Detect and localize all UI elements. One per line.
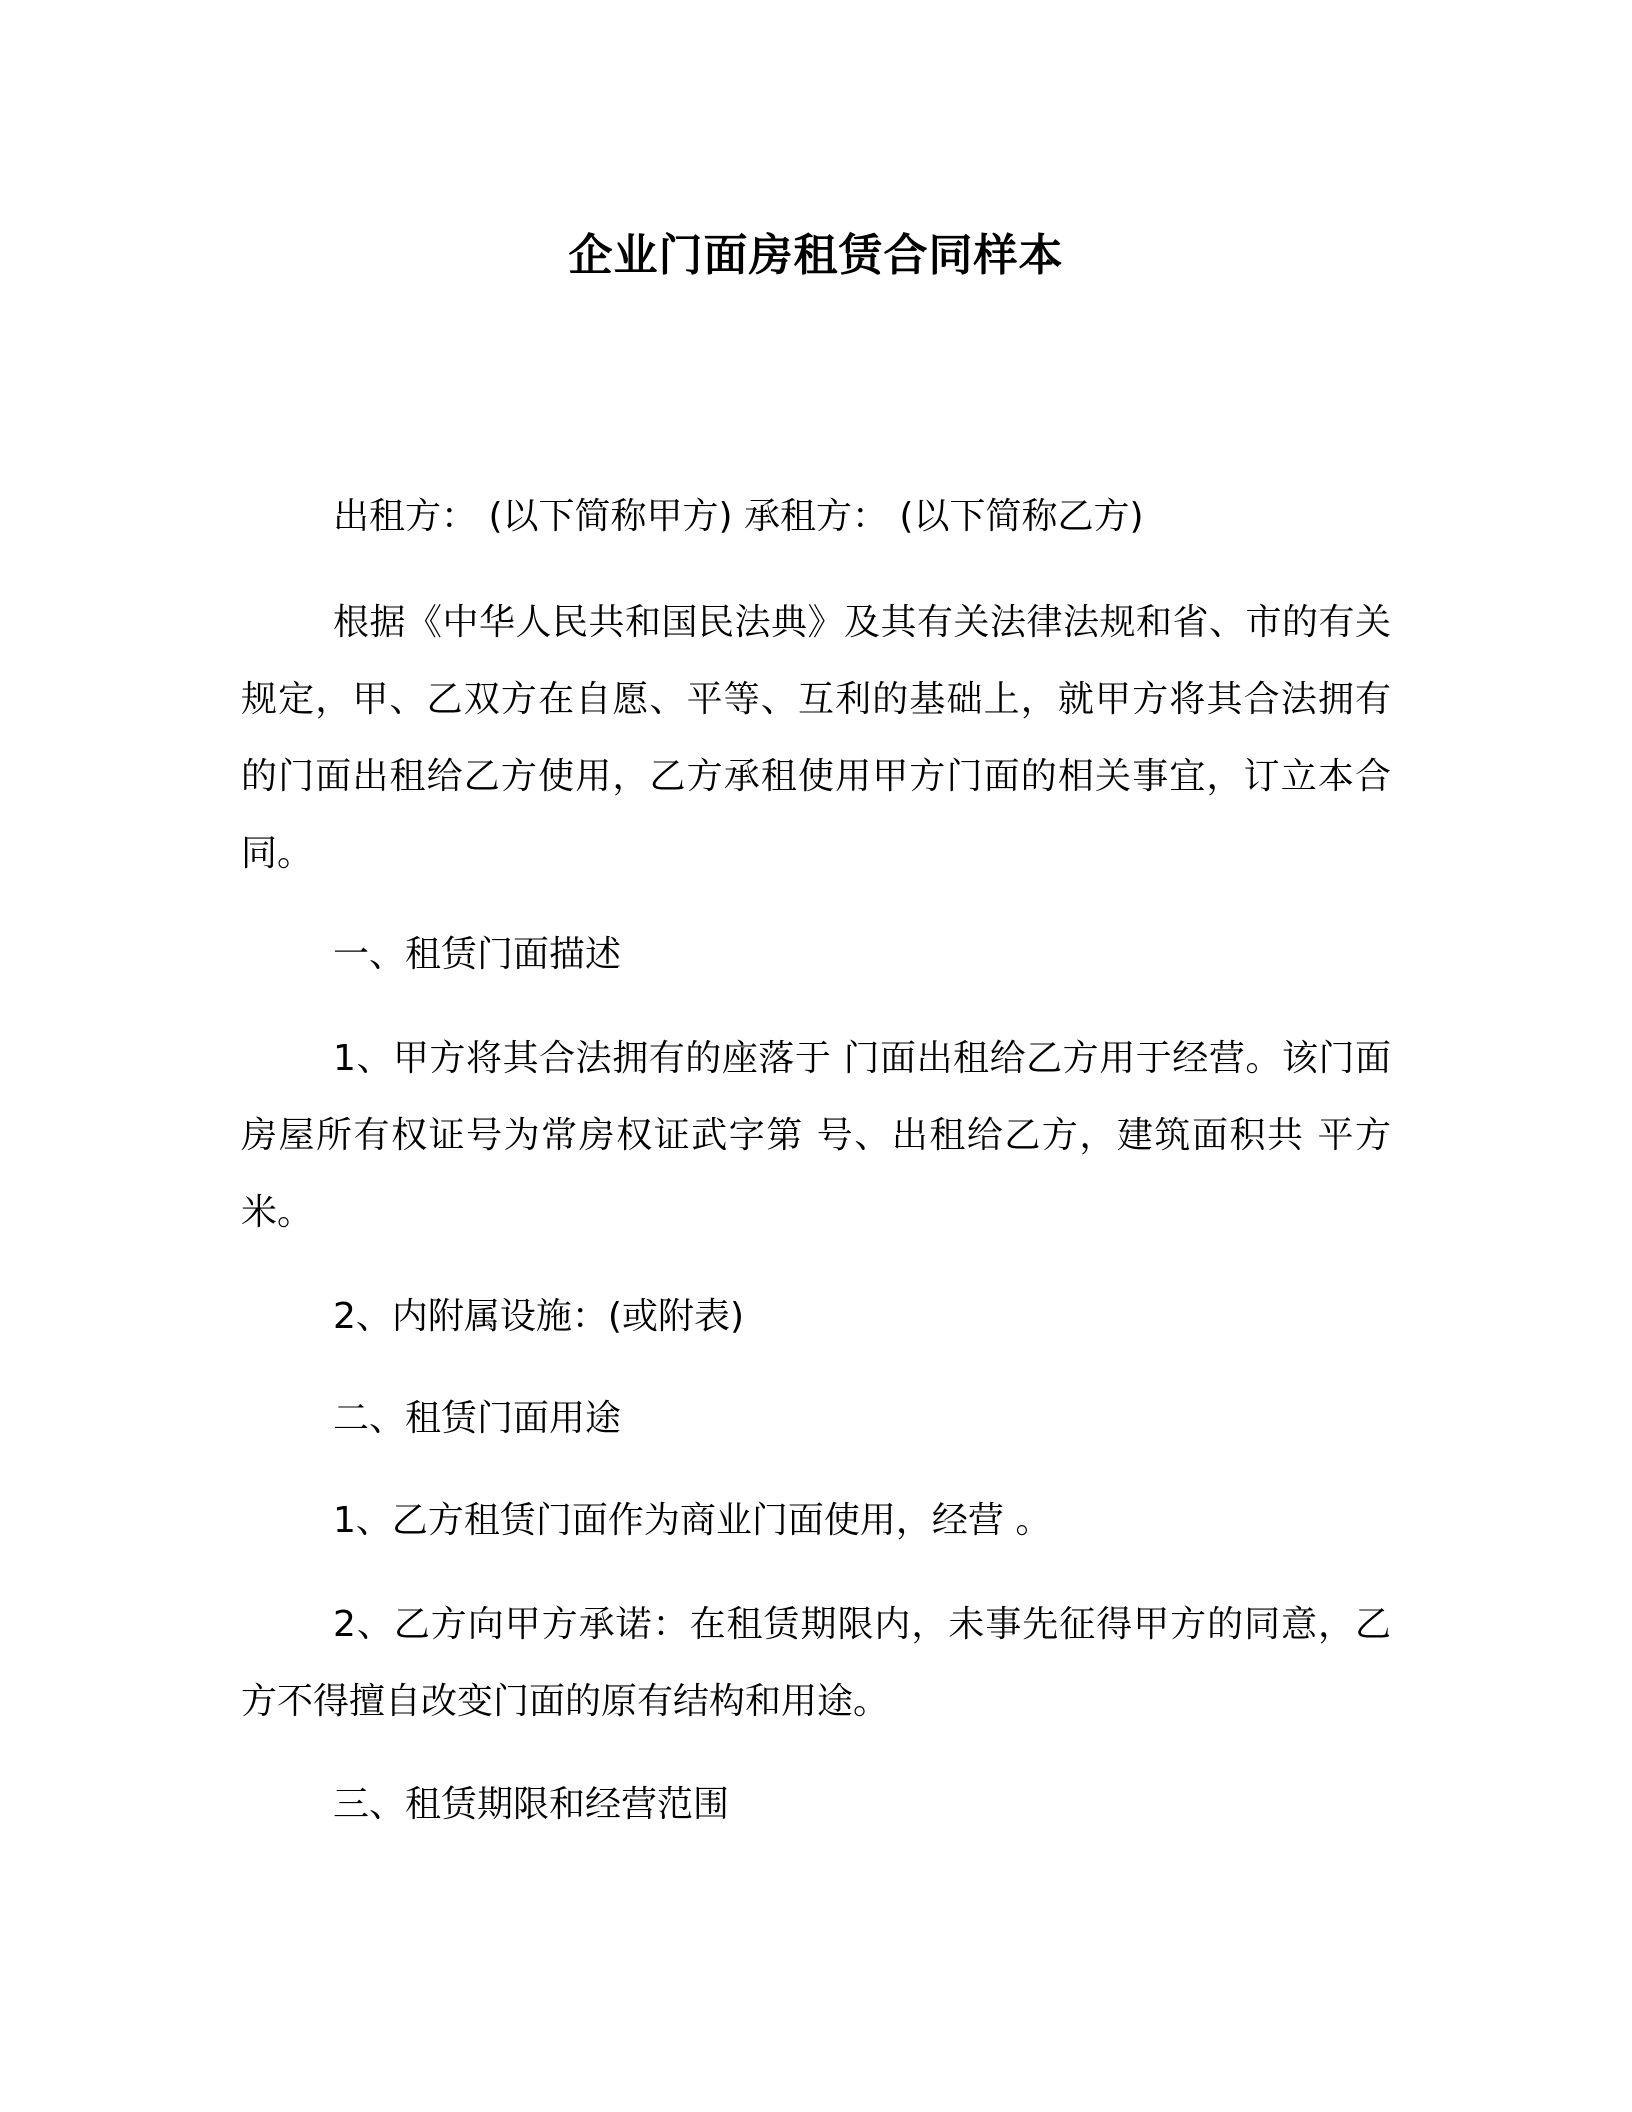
clause-1-1: 1、甲方将其合法拥有的座落于 门面出租给乙方用于经营。该门面房屋所有权证号为常房权证武字第 号、出租给乙方，建筑面积共 平方米。 xyxy=(241,1038,1391,1233)
section-heading-3: 三、租赁期限和经营范围 xyxy=(333,1784,730,1825)
clause-1-2: 2、内附属设施：(或附表) xyxy=(333,1296,744,1337)
clause-2-2: 2、乙方向甲方承诺：在租赁期限内，未事先征得甲方的同意，乙方不得擅自改变门面的原有结构和用途。 xyxy=(241,1604,1391,1722)
parties-paragraph: 出租方： (以下简称甲方) 承租方： (以下简称乙方) xyxy=(333,496,1144,537)
preamble-paragraph: 根据《中华人民共和国民法典》及其有关法律法规和省、市的有关规定，甲、乙双方在自愿、平等、互利的基础上，就甲方将其合法拥有的门面出租给乙方使用，乙方承租使用甲方门面的相关事宜，订立本合同。 xyxy=(241,602,1391,874)
section-heading-2: 二、租赁门面用途 xyxy=(333,1398,622,1439)
section-heading-1: 一、租赁门面描述 xyxy=(333,934,622,975)
clause-2-1: 1、乙方租赁门面作为商业门面使用，经营 。 xyxy=(333,1500,1052,1541)
document-title: 企业门面房租赁合同样本 xyxy=(568,230,1064,281)
